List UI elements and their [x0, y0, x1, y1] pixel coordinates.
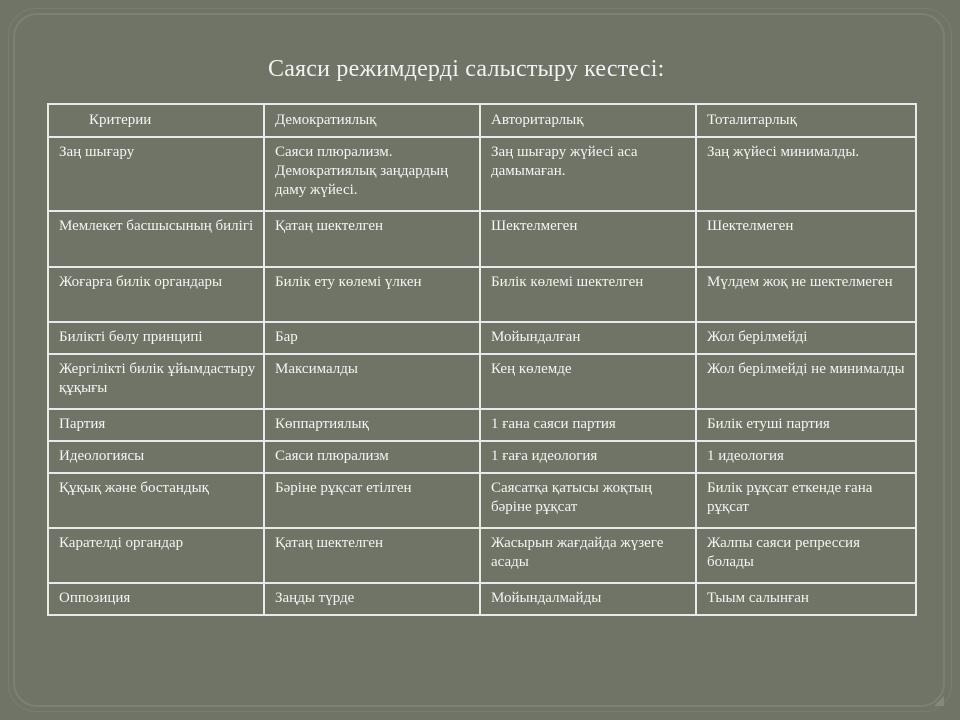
table-cell: Құқық және бостандық: [48, 473, 264, 528]
table-cell: Партия: [48, 409, 264, 441]
table-cell: Билік етуші партия: [696, 409, 916, 441]
table-cell: Жол берілмейді: [696, 322, 916, 354]
table-cell: Саясатқа қатысы жоқтың бәріне рұқсат: [480, 473, 696, 528]
table-row: [48, 137, 916, 211]
header-criteria: Критерии: [48, 104, 264, 137]
table-row: [48, 583, 916, 615]
table-cell: Мойындалған: [480, 322, 696, 354]
table-cell: Бәріне рұқсат етілген: [264, 473, 480, 528]
table-row: [48, 528, 916, 583]
table-cell: Заң шығару: [48, 137, 264, 211]
header-totalitarian: Тоталитарлық: [696, 104, 916, 137]
table-cell: Шектелмеген: [480, 211, 696, 267]
table-row: [48, 354, 916, 409]
table-cell: Максималды: [264, 354, 480, 409]
table-cell: Қатаң шектелген: [264, 211, 480, 267]
table-cell: Оппозиция: [48, 583, 264, 615]
table-cell: Билік көлемі шектелген: [480, 267, 696, 322]
table-row: [48, 441, 916, 473]
header-democratic: Демократиялық: [264, 104, 480, 137]
table-cell: Жергілікті билік ұйымдастыру құқығы: [48, 354, 264, 409]
table-cell: Тыым салынған: [696, 583, 916, 615]
table-header-row: [48, 104, 916, 137]
table-cell: Қатаң шектелген: [264, 528, 480, 583]
table-cell: Кең көлемде: [480, 354, 696, 409]
table-cell: Идеологиясы: [48, 441, 264, 473]
table-cell: Көппартиялық: [264, 409, 480, 441]
table-cell: Мүлдем жоқ не шектелмеген: [696, 267, 916, 322]
table-cell: Саяси плюрализм. Демократиялық заңдардың даму жүйесі.: [264, 137, 480, 211]
table-cell: Билік ету көлемі үлкен: [264, 267, 480, 322]
table-row: [48, 473, 916, 528]
table-cell: Бар: [264, 322, 480, 354]
table-cell: Жол берілмейді не минималды: [696, 354, 916, 409]
table-cell: 1 ғаға идеология: [480, 441, 696, 473]
table-row: [48, 211, 916, 267]
table-cell: 1 идеология: [696, 441, 916, 473]
comparison-table: [47, 103, 917, 616]
table-cell: Карателді органдар: [48, 528, 264, 583]
table-cell: Жоғарға билік органдары: [48, 267, 264, 322]
table-cell: 1 ғана саяси партия: [480, 409, 696, 441]
table-cell: Жасырын жағдайда жүзеге асады: [480, 528, 696, 583]
table-cell: Мемлекет басшысының билігі: [48, 211, 264, 267]
table-cell: Заңды түрде: [264, 583, 480, 615]
table-cell: Жалпы саяси репрессия болады: [696, 528, 916, 583]
table-cell: Мойындалмайды: [480, 583, 696, 615]
slide-title: Саяси режимдерді салыстыру кестесі:: [268, 56, 665, 82]
table-cell: Заң шығару жүйесі аса дамымаған.: [480, 137, 696, 211]
table-row: [48, 267, 916, 322]
table-cell: Саяси плюрализм: [264, 441, 480, 473]
table-cell: Билікті бөлу принципі: [48, 322, 264, 354]
table-cell: Шектелмеген: [696, 211, 916, 267]
table-cell: Билік рұқсат еткенде ғана рұқсат: [696, 473, 916, 528]
table-row: [48, 322, 916, 354]
header-authoritarian: Авторитарлық: [480, 104, 696, 137]
table-cell: Заң жүйесі минималды.: [696, 137, 916, 211]
slide-corner-decoration: [934, 696, 944, 706]
table-row: [48, 409, 916, 441]
